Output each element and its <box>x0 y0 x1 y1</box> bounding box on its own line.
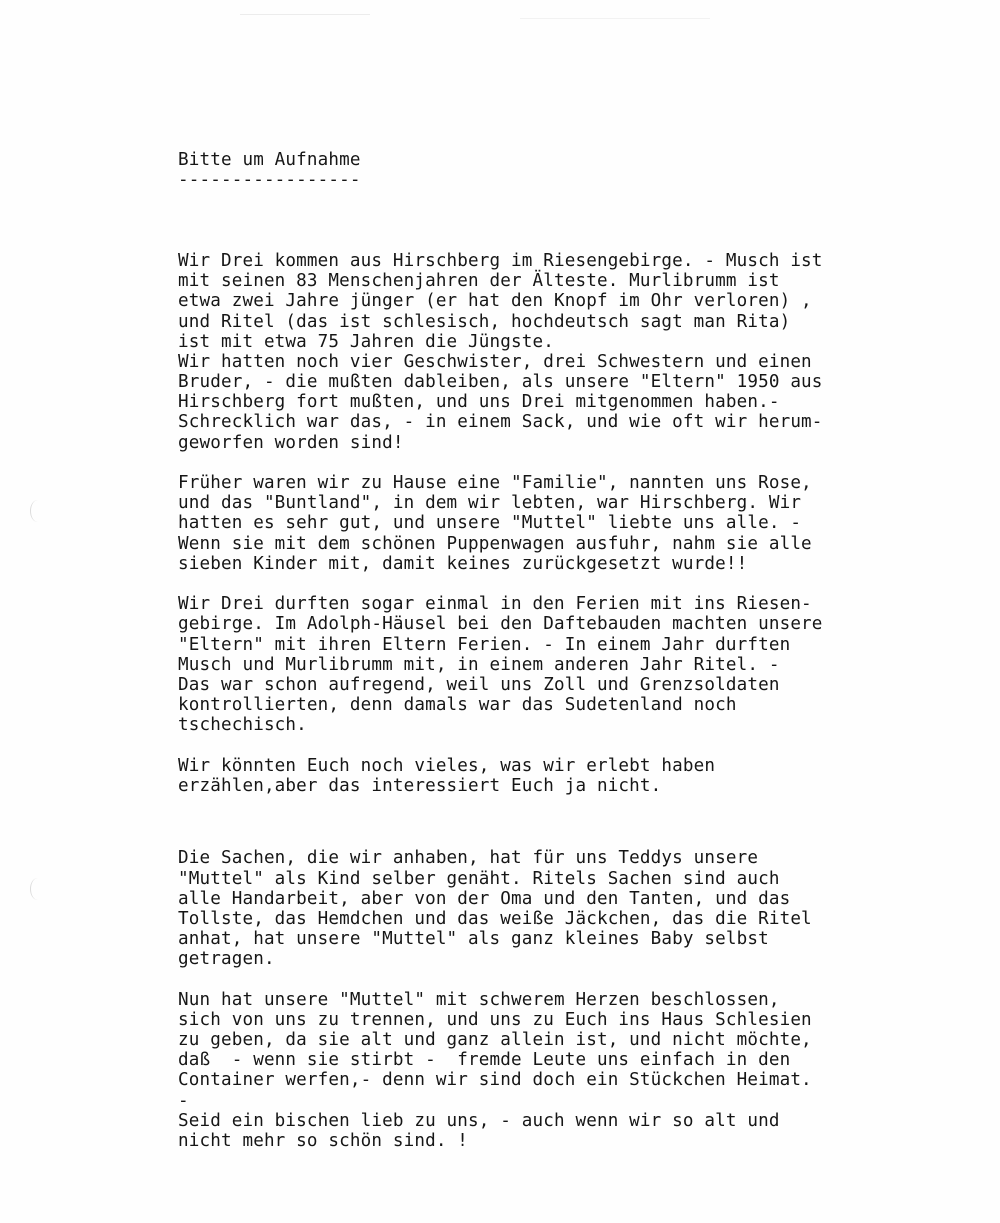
text-line: daß - wenn sie stirbt - fremde Leute uns einfach in den <box>178 1050 791 1071</box>
letter-title: Bitte um Aufnahme <box>178 150 361 170</box>
text-line: zu geben, da sie alt und ganz allein ist, und nicht möchte, <box>178 1030 812 1051</box>
text-line: und Ritel (das ist schlesisch, hochdeutsch sagt man Rita) <box>178 311 791 332</box>
text-line: Wir könnten Euch noch vieles, was wir erlebt haben <box>178 755 716 776</box>
scan-artifact <box>520 18 710 19</box>
text-line: sich von uns zu trennen, und uns zu Euch ins Haus Schlesien <box>178 1009 812 1030</box>
text-line: getragen. <box>178 949 275 970</box>
text-line: Das war schon aufregend, weil uns Zoll und Grenzsoldaten <box>178 674 780 695</box>
text-line: kontrollierten, denn damals war das Sudetenland noch <box>178 695 737 716</box>
text-line: "Muttel" als Kind selber genäht. Ritels Sachen sind auch <box>178 868 780 889</box>
text-line: Die Sachen, die wir anhaben, hat für uns Teddys unsere <box>178 848 759 869</box>
text-line: nicht mehr so schön sind. ! <box>178 1131 469 1152</box>
text-line: sieben Kinder mit, damit keines zurückgesetzt wurde!! <box>178 553 748 574</box>
paragraph-5 <box>178 848 978 969</box>
text-line: Tollste, das Hemdchen und das weiße Jäckchen, das die Ritel <box>178 908 812 929</box>
paragraph-1 <box>178 251 978 453</box>
text-line: erzählen,aber das interessiert Euch ja nicht. <box>178 775 662 796</box>
punch-hole-mark <box>30 500 45 522</box>
text-line: geworfen worden sind! <box>178 432 404 453</box>
title-underline: ----------------- <box>178 170 361 191</box>
text-line: ist mit etwa 75 Jahren die Jüngste. <box>178 331 554 352</box>
text-line: Wenn sie mit dem schönen Puppenwagen ausfuhr, nahm sie alle <box>178 533 812 554</box>
text-line: hatten es sehr gut, und unsere "Muttel" liebte uns alle. - <box>178 513 802 534</box>
text-line: und das "Buntland", in dem wir lebten, war Hirschberg. Wir <box>178 493 802 514</box>
text-line: gebirge. Im Adolph-Häusel bei den Daftebauden machten unsere <box>178 614 823 635</box>
text-line: Wir hatten noch vier Geschwister, drei Schwestern und einen <box>178 351 812 372</box>
text-line: Container werfen,- denn wir sind doch ein Stückchen Heimat. <box>178 1070 812 1091</box>
text-line: Bruder, - die mußten dableiben, als unsere "Eltern" 1950 aus <box>178 372 823 393</box>
paragraph-3 <box>178 594 978 735</box>
text-line: "Eltern" mit ihren Eltern Ferien. - In einem Jahr durften <box>178 634 791 655</box>
text-line: Früher waren wir zu Hause eine "Familie", nannten uns Rose, <box>178 473 812 494</box>
paragraph-4 <box>178 756 978 796</box>
text-line: Schrecklich war das, - in einem Sack, und wie oft wir herum- <box>178 412 823 433</box>
text-line: - <box>178 1090 189 1111</box>
typed-letter <box>178 150 978 1151</box>
text-line: Seid ein bischen lieb zu uns, - auch wenn wir so alt und <box>178 1110 780 1131</box>
text-line: anhat, hat unsere "Muttel" als ganz kleines Baby selbst <box>178 929 769 950</box>
text-line: Musch und Murlibrumm mit, in einem anderen Jahr Ritel. - <box>178 654 780 675</box>
text-line: Hirschberg fort mußten, und uns Drei mitgenommen haben.- <box>178 392 780 413</box>
paragraph-2 <box>178 473 978 574</box>
punch-hole-mark <box>30 878 45 900</box>
text-line: mit seinen 83 Menschenjahren der Älteste. Murlibrumm ist <box>178 271 780 292</box>
paragraph-6 <box>178 990 978 1152</box>
scan-artifact <box>240 14 370 15</box>
text-line: tschechisch. <box>178 715 307 736</box>
text-line: Wir Drei durften sogar einmal in den Ferien mit ins Riesen- <box>178 594 812 615</box>
text-line: alle Handarbeit, aber von der Oma und den Tanten, und das <box>178 888 791 909</box>
text-line: etwa zwei Jahre jünger (er hat den Knopf im Ohr verloren) , <box>178 291 812 312</box>
text-line: Wir Drei kommen aus Hirschberg im Riesengebirge. - Musch ist <box>178 250 823 271</box>
text-line: Nun hat unsere "Muttel" mit schwerem Herzen beschlossen, <box>178 989 780 1010</box>
